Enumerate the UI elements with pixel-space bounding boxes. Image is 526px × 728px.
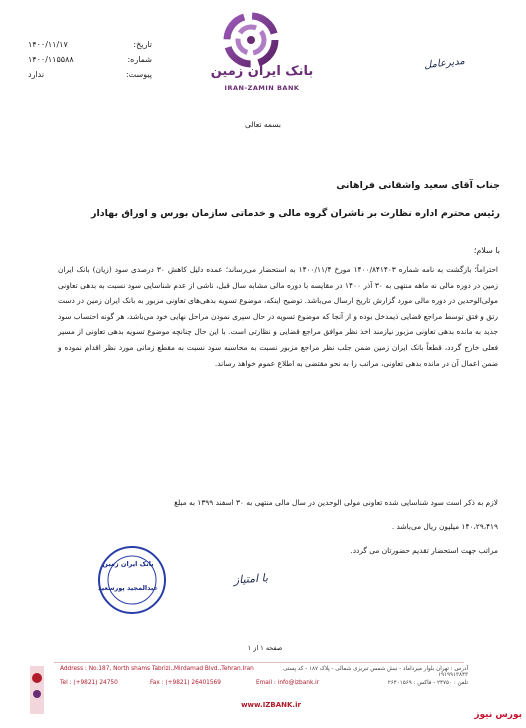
- handwritten-note-ceo: مدیرعامل: [423, 55, 466, 72]
- footer-phone-fa: تلفن : ۲۴۷۵۰ - فاکس : ۲۶۴۰۱۵۶۹: [387, 680, 468, 686]
- stamp-signatory-name: عبدالمجید پورسعید: [98, 584, 158, 592]
- footer-address-en: Address : No.187, North shams Tabrizi.,Mirdamad Blvd.,Tehran.Iran: [60, 666, 254, 672]
- footer-address-fa: آدرس : تهران بلوار میرداماد - نبش شمس تبریزی شمالی - پلاک ۱۸۷ - کد پستی ۱۹۱۹۹۱۳۸۴۳: [283, 666, 468, 678]
- bank-name-en: IRAN-ZAMIN BANK: [224, 84, 300, 92]
- footer-divider: [54, 662, 464, 663]
- footer-email: Email : info@izbank.ir: [256, 680, 320, 686]
- footer-website-link[interactable]: www.IZBANK.ir: [241, 701, 301, 709]
- handwritten-signature: با امتیاز: [233, 571, 269, 587]
- addressee-name: جناب آقای سعید واشقانی فراهانی: [336, 180, 500, 191]
- greeting: با سلام؛: [473, 246, 500, 255]
- body-line-b: ۱۴۰،۲۹،۴۱۹ میلیون ریال می‌باشد .: [391, 522, 498, 531]
- body-paragraph: احتراماً؛ بازگشت به نامه شماره ۱۴۰۰/۸۴۱۴۰۳ مورخ ۱۴۰۰/۱۱/۴ به استحضار می‌رساند؛ عمده دلیل کاهش ۳۰ درصدی سود (زیان) بانک ایران زمین در دوره مالی نه ماهه منتهی به ۳۰ آذر ۱۴۰۰ در مقایسه با دوره مالی مشابه سال قبل، ناشی از عدم شناسایی سود نسبت به بدهی تعاونی مولی‌الوحدین در دوره مالی مورد گزارش تاریخ ارسال می‌باشد. توضیح اینکه، موضوع تسویه بدهی‌های تعاونی مزبور به بانک ایران زمین در دست رتق و فتق توسط مراجع قضایی ذیمدخل بوده و از آنجا که موضوع تسویه در حال سپری نمودن مراحل نهایی خود می‌باشد، هر گونه احتساب سود جدید به مانده بدهی تعاونی مزبور نیازمند اخذ نظر موافق مراجع قضایی و نظارتی است. با این حال چنانچه موضوع تسویه بدهی تعاونی از مسیر فعلی خارج گردد، قطعاً بانک ایران زمین ضمن جلب نظر مراجع مزبور نسبت به محاسبه سود نسبت به مقطع زمانی مورد نظر اقدام نموده و ضمن اعمال آن در مانده بدهی تعاونی، مراتب را به نحو مقتضی به اطلاع عموم خواهد رساند.: [58, 265, 498, 368]
- stamp-bank-text: بانک ایران زمین: [102, 560, 154, 568]
- source-watermark: بورس نیوز: [474, 710, 522, 720]
- date-value: ۱۴۰۰/۱۱/۱۷: [28, 40, 68, 49]
- closing-line: مراتب جهت استحضار تقدیم حضورتان می گردد.: [350, 546, 498, 555]
- page-number: صفحه ۱ از ۱: [247, 644, 283, 652]
- bank-name-fa: بانک ایران زمین: [210, 64, 314, 79]
- attachment-label: پیوست:: [125, 70, 152, 79]
- bismillah-heading: بسمه تعالی: [244, 120, 282, 129]
- number-value: ۱۴۰۰/۱۱۵۵۸۸: [28, 55, 74, 64]
- body-line-a: لازم به ذکر است سود شناسایی شده تعاونی مولی الوحدین در سال مالی منتهی به ۳۰ اسفند ۱۳۹۹ به مبلغ: [174, 498, 498, 507]
- number-label: شماره:: [127, 55, 152, 64]
- attachment-value: ندارد: [28, 70, 45, 79]
- official-stamp-icon: [96, 544, 168, 616]
- footer-fax: Fax : (+9821) 26401569: [150, 680, 221, 686]
- footer-tel: Tel : (+9821) 24750: [60, 680, 118, 686]
- footer-brand-icon: [28, 664, 48, 716]
- date-label: تاریخ:: [133, 40, 152, 49]
- addressee-title: رئیس محترم اداره نظارت بر ناشران گروه مالی و خدماتی سازمان بورس و اوراق بهادار: [91, 208, 500, 219]
